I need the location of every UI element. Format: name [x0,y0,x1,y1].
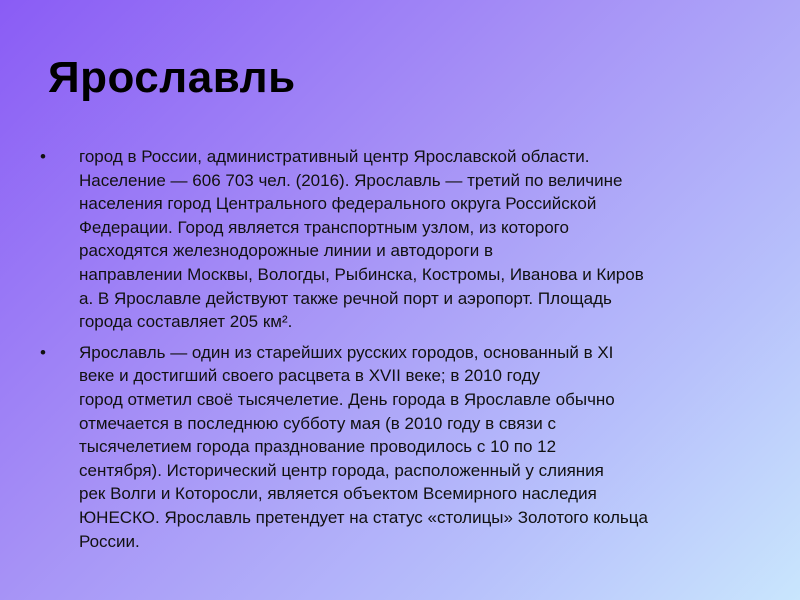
bullet-line: Ярославль — один из старейших русских городов, основанный в XI [79,342,614,362]
bullet-item-2 [40,341,752,553]
bullet-line: Федерации. Город является транспортным узлом, из которого [79,217,569,237]
slide-title: Ярославль [48,53,296,102]
bullet-line: России. [79,531,140,551]
bullet-line: отмечается в последнюю субботу мая (в 2010 году в связи с [79,413,556,433]
bullet-line: направлении Москвы, Вологды, Рыбинска, Костромы, Иванова и Киров [79,264,644,284]
bullet-line: город в России, административный центр Ярославской области. [79,147,590,166]
bullet-line: Население — 606 703 чел. (2016). Ярославль — третий по величине [79,170,623,190]
bullet-line: город отметил своё тысячелетие. День города в Ярославле обычно [79,389,615,409]
bullet-marker: • [40,342,46,362]
bullet-line: веке и достигший своего расцвета в XVII веке; в 2010 году [79,366,540,386]
bullet-line: расходятся железнодорожные линии и автодороги в [79,241,493,261]
bullet-line: а. В Ярославле действуют также речной порт и аэропорт. Площадь [79,288,612,308]
bullet-line: тысячелетием города празднование проводилось с 10 по 12 [79,437,557,457]
bullet-line: рек Волги и Которосли, является объектом Всемирного наследия [79,484,597,504]
bullet-line: города составляет 205 км². [79,312,293,332]
bullet-line: населения город Центрального федерального округа Российской [79,194,597,214]
bullet-line: сентября). Исторический центр города, расположенный у слияния [79,460,604,480]
bullet-item-1 [40,145,752,334]
bullet-line: ЮНЕСКО. Ярославль претендует на статус «столицы» Золотого кольца [79,507,648,527]
bullet-marker: • [40,147,46,166]
bullet-list [40,145,752,560]
